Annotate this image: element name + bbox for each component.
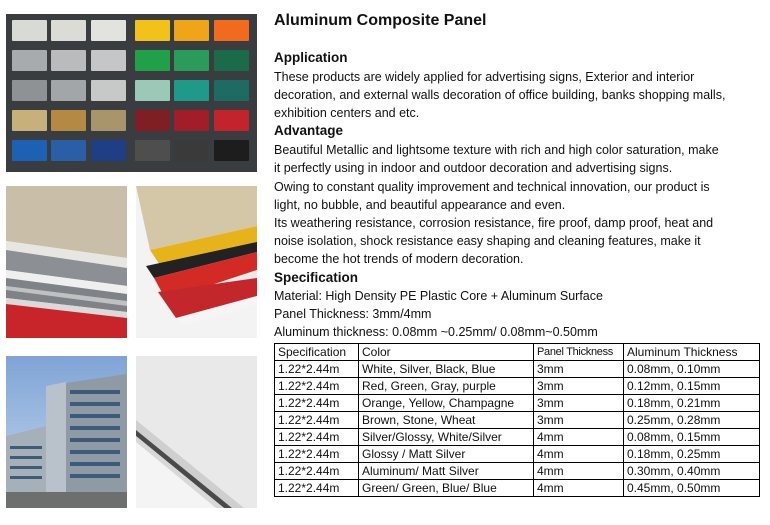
- advantage-line: light, no bubble, and beautiful appearance and even.: [274, 198, 566, 212]
- table-cell: 0.45mm, 0.50mm: [624, 480, 760, 497]
- table-cell: White, Silver, Black, Blue: [359, 361, 534, 378]
- table-cell: Silver/Glossy, White/Silver: [359, 429, 534, 446]
- advantage-line: Owing to constant quality improvement and technical innovation, our product is: [274, 180, 710, 194]
- advantage-line: Its weathering resistance, corrosion resistance, fire proof, damp proof, heat and: [274, 216, 714, 230]
- advantage-line: it perfectly using in indoor and outdoor decoration and advertising signs.: [274, 161, 673, 175]
- table-cell: 1.22*2.44m: [275, 412, 359, 429]
- table-cell: 1.22*2.44m: [275, 361, 359, 378]
- panel-sample-image-white: [136, 356, 257, 508]
- color-chip: [12, 20, 47, 41]
- color-chip: [91, 80, 126, 101]
- table-cell: 1.22*2.44m: [275, 378, 359, 395]
- panel-sample-image-gray: [6, 186, 127, 338]
- application-line: These products are widely applied for advertising signs, Exterior and interior: [274, 70, 695, 84]
- color-chip: [174, 80, 209, 101]
- specification-table: [274, 343, 760, 497]
- specification-heading: Specification: [274, 270, 359, 285]
- table-cell: 1.22*2.44m: [275, 429, 359, 446]
- advantage-line: Beautiful Metallic and lightsome texture with rich and high color saturation, make: [274, 143, 719, 157]
- color-chip: [51, 80, 86, 101]
- color-chip: [174, 50, 209, 71]
- table-cell: Red, Green, Gray, purple: [359, 378, 534, 395]
- table-header-cell: Panel Thickness: [534, 344, 624, 361]
- color-chip: [174, 140, 209, 161]
- table-cell: 0.18mm, 0.25mm: [624, 446, 760, 463]
- table-cell: 1.22*2.44m: [275, 446, 359, 463]
- color-chip: [214, 80, 249, 101]
- color-chip: [51, 20, 86, 41]
- color-chip: [135, 80, 170, 101]
- color-chip: [174, 110, 209, 131]
- color-chip: [135, 50, 170, 71]
- table-cell: Brown, Stone, Wheat: [359, 412, 534, 429]
- table-cell: 3mm: [534, 412, 624, 429]
- specification-line: Aluminum thickness: 0.08mm ~0.25mm/ 0.08mm~0.50mm: [274, 325, 598, 339]
- color-chip: [51, 110, 86, 131]
- specification-line: Panel Thickness: 3mm/4mm: [274, 307, 432, 321]
- table-cell: 0.25mm, 0.28mm: [624, 412, 760, 429]
- color-chip: [91, 110, 126, 131]
- table-header-row: [275, 344, 760, 361]
- color-chip: [174, 20, 209, 41]
- table-row: [275, 412, 760, 429]
- table-cell: 1.22*2.44m: [275, 395, 359, 412]
- color-swatch-image: [6, 14, 257, 172]
- table-row: [275, 378, 760, 395]
- table-cell: 1.22*2.44m: [275, 480, 359, 497]
- panel-sample-image-color: [136, 186, 257, 338]
- color-chip: [214, 20, 249, 41]
- color-chip: [91, 140, 126, 161]
- table-row: [275, 446, 760, 463]
- table-cell: Green/ Green, Blue/ Blue: [359, 480, 534, 497]
- table-header-cell: Specification: [275, 344, 359, 361]
- table-cell: 4mm: [534, 463, 624, 480]
- color-chip: [135, 140, 170, 161]
- advantage-line: become the hot trends of modern decoration.: [274, 252, 524, 266]
- color-chip: [91, 50, 126, 71]
- advantage-heading: Advantage: [274, 123, 344, 138]
- table-row: [275, 361, 760, 378]
- table-cell: 3mm: [534, 378, 624, 395]
- table-header-cell: Aluminum Thickness: [624, 344, 760, 361]
- table-cell: 0.18mm, 0.21mm: [624, 395, 760, 412]
- page-title: Aluminum Composite Panel: [274, 12, 487, 29]
- color-chip: [135, 110, 170, 131]
- table-row: [275, 395, 760, 412]
- color-chip: [51, 50, 86, 71]
- color-chip: [12, 80, 47, 101]
- table-cell: Aluminum/ Matt Silver: [359, 463, 534, 480]
- color-chip: [12, 50, 47, 71]
- color-chip: [214, 50, 249, 71]
- table-cell: Glossy / Matt Silver: [359, 446, 534, 463]
- application-line: exhibition centers and etc.: [274, 106, 420, 120]
- color-chip: [214, 110, 249, 131]
- color-chip: [12, 140, 47, 161]
- table-cell: 0.08mm, 0.10mm: [624, 361, 760, 378]
- table-row: [275, 429, 760, 446]
- table-row: [275, 480, 760, 497]
- table-cell: 0.30mm, 0.40mm: [624, 463, 760, 480]
- color-chip: [135, 20, 170, 41]
- color-chip: [12, 110, 47, 131]
- table-cell: 0.12mm, 0.15mm: [624, 378, 760, 395]
- color-chip: [214, 140, 249, 161]
- color-chip: [91, 20, 126, 41]
- table-cell: 4mm: [534, 446, 624, 463]
- color-chip: [51, 140, 86, 161]
- table-cell: 3mm: [534, 395, 624, 412]
- table-cell: Orange, Yellow, Champagne: [359, 395, 534, 412]
- table-cell: 1.22*2.44m: [275, 463, 359, 480]
- table-cell: 4mm: [534, 429, 624, 446]
- application-line: decoration, and external walls decoration of office building, banks shopping malls,: [274, 88, 726, 102]
- advantage-line: noise isolation, shock resistance easy shaping and cleaning features, make it: [274, 234, 701, 248]
- table-row: [275, 463, 760, 480]
- building-photo: [6, 356, 127, 508]
- table-cell: 3mm: [534, 361, 624, 378]
- table-cell: 4mm: [534, 480, 624, 497]
- table-cell: 0.08mm, 0.15mm: [624, 429, 760, 446]
- table-header-cell: Color: [359, 344, 534, 361]
- application-heading: Application: [274, 50, 348, 65]
- specification-line: Material: High Density PE Plastic Core + Aluminum Surface: [274, 289, 603, 303]
